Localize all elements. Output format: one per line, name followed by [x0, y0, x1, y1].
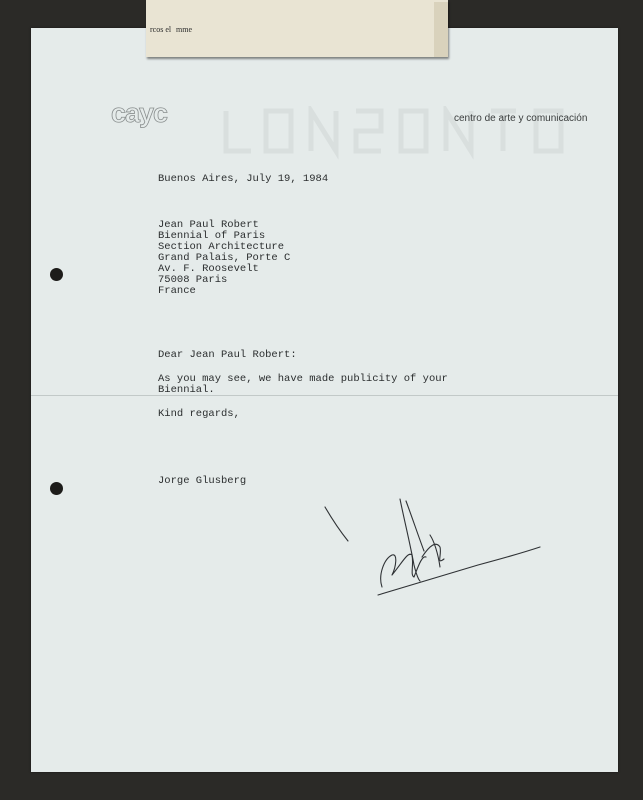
cayc-logo: cayc [111, 98, 168, 128]
punch-hole [50, 482, 63, 495]
address-line: Jean Paul Robert [158, 219, 259, 231]
sender-name: Jorge Glusberg [158, 475, 247, 487]
newspaper-clipping [146, 0, 448, 57]
address-line: Section Architecture [158, 241, 285, 253]
date-line: Buenos Aires, July 19, 1984 [158, 173, 329, 185]
body-line: Biennial. [158, 384, 215, 396]
clipping-column: rcos el [150, 25, 172, 34]
closing: Kind regards, [158, 408, 240, 420]
address-line: Grand Palais, Porte C [158, 252, 291, 264]
letterhead-tagline: centro de arte y comunicación [454, 113, 588, 124]
body-line: As you may see, we have made publicity of your [158, 373, 448, 385]
punch-hole [50, 268, 63, 281]
fold-crease [31, 395, 618, 396]
letter-sheet [31, 28, 618, 772]
clipping-folded-edge [434, 2, 448, 57]
clipping-column: mme [176, 25, 192, 34]
address-line: France [158, 285, 196, 297]
salutation: Dear Jean Paul Robert: [158, 349, 297, 361]
handwritten-signature [318, 495, 548, 605]
address-line: Biennial of Paris [158, 230, 266, 242]
address-line: 75008 Paris [158, 274, 228, 286]
address-line: Av. F. Roosevelt [158, 263, 259, 275]
